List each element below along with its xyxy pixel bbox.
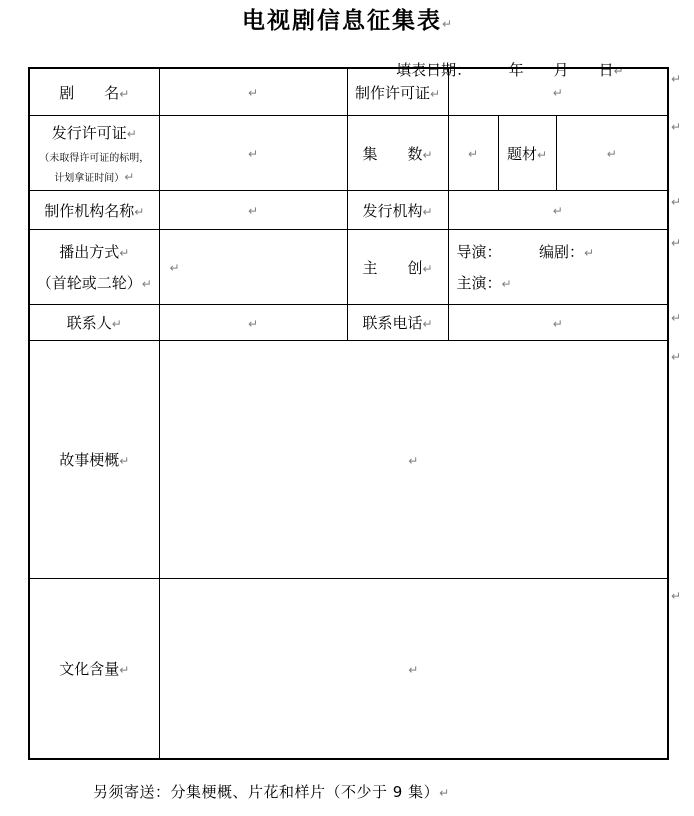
cell-broadcast-mode-label: [29, 230, 159, 305]
paragraph-mark-icon: ↵: [422, 204, 433, 219]
paragraph-mark-icon: ↵: [408, 453, 419, 468]
end-of-row-mark-icon: ↵: [671, 236, 682, 250]
end-of-row-mark-icon: ↵: [671, 311, 682, 325]
cell-label-text: 联系人: [66, 314, 112, 332]
table-row: [29, 341, 668, 579]
cell-contact-phone-value[interactable]: [448, 305, 668, 341]
page-title-text: 电视剧信息征集表: [241, 8, 442, 34]
page-title: [0, 2, 694, 35]
table-row: [29, 230, 668, 305]
paragraph-mark-icon: ↵: [126, 126, 137, 141]
cell-distribution-org-value[interactable]: [448, 191, 668, 230]
paragraph-mark-icon: ↵: [169, 261, 180, 275]
cell-episode-count-value[interactable]: [448, 116, 498, 191]
cell-distribution-org-label: [347, 191, 448, 230]
cell-label-text: 集 数: [362, 144, 423, 163]
table-row: [29, 579, 668, 760]
paragraph-mark-icon: ↵: [124, 170, 135, 185]
cell-contact-person-label: [29, 305, 159, 341]
paragraph-mark-icon: ↵: [119, 86, 130, 101]
end-of-row-mark-icon: ↵: [671, 120, 682, 134]
table-row: [29, 191, 668, 230]
cell-label-text: 播出方式↵: [59, 242, 130, 261]
paragraph-mark-icon: ↵: [247, 204, 259, 218]
cell-genre-label: [498, 116, 556, 191]
cell-label-note-line2: 计划拿证时间）↵: [54, 170, 135, 185]
paragraph-mark-icon: ↵: [408, 662, 419, 677]
paragraph-mark-icon: ↵: [536, 147, 548, 162]
form-date-line-text: 填表日期： 年 月 日: [396, 61, 614, 79]
paragraph-mark-icon: ↵: [606, 147, 617, 161]
table-row: [29, 305, 668, 341]
end-of-row-mark-icon: ↵: [671, 72, 682, 86]
paragraph-mark-icon: ↵: [422, 261, 433, 276]
cell-label-note-line1: （未取得许可证的标明，: [39, 152, 150, 164]
cell-label-text: 文化含量: [59, 660, 120, 678]
cell-episode-count-label: [347, 116, 448, 191]
paragraph-mark-icon: ↵: [247, 86, 259, 100]
cell-contact-person-value[interactable]: [159, 305, 347, 341]
cell-cultural-content-label: [29, 579, 159, 760]
paragraph-mark-icon: ↵: [422, 317, 433, 331]
table-row: [29, 116, 668, 191]
footer-note-text: 另须寄送：分集梗概、片花和样片（不少于 9 集）: [93, 783, 440, 801]
end-of-row-mark-icon: ↵: [671, 589, 682, 603]
cell-label-text: 故事梗概: [59, 451, 120, 469]
paragraph-mark-icon: ↵: [119, 454, 130, 468]
cell-main-creators-value[interactable]: [448, 230, 668, 305]
cell-drama-name-label: [29, 68, 159, 116]
cell-distribution-license-label: [29, 116, 159, 191]
cell-story-synopsis-value[interactable]: [159, 341, 668, 579]
paragraph-mark-icon: ↵: [467, 147, 479, 161]
paragraph-mark-icon: ↵: [111, 317, 122, 331]
paragraph-mark-icon: ↵: [439, 786, 450, 800]
paragraph-mark-icon: ↵: [552, 86, 563, 100]
main-creators-line-starring: 主演：↵: [456, 274, 512, 293]
paragraph-mark-icon: ↵: [552, 316, 563, 331]
cell-main-creators-label: [347, 230, 448, 305]
cell-label-text: 联系电话: [362, 314, 423, 332]
paragraph-mark-icon: ↵: [247, 147, 259, 161]
paragraph-mark-icon: ↵: [441, 17, 453, 31]
main-creators-line-director-writer: 导演： 编剧：↵: [456, 242, 595, 261]
cell-drama-name-value[interactable]: [159, 68, 347, 116]
cell-production-license-value[interactable]: [448, 68, 668, 116]
cell-production-org-value[interactable]: [159, 191, 347, 230]
cell-production-license-label: [347, 68, 448, 116]
paragraph-mark-icon: ↵: [422, 147, 433, 162]
paragraph-mark-icon: ↵: [584, 245, 595, 260]
paragraph-mark-icon: ↵: [134, 204, 145, 219]
cell-production-org-label: [29, 191, 159, 230]
paragraph-mark-icon: ↵: [119, 245, 130, 260]
paragraph-mark-icon: ↵: [429, 86, 441, 101]
cell-label-text: 制作机构名称: [44, 201, 135, 220]
footer-note: [93, 781, 449, 802]
end-of-row-mark-icon: ↵: [671, 350, 682, 364]
cell-label-text: 题材: [506, 144, 537, 163]
cell-broadcast-mode-value[interactable]: [159, 230, 347, 305]
cell-contact-phone-label: [347, 305, 448, 341]
paragraph-mark-icon: ↵: [141, 277, 152, 292]
cell-genre-value[interactable]: [556, 116, 668, 191]
form-table: [28, 67, 669, 760]
paragraph-mark-icon: ↵: [247, 316, 259, 331]
cell-label-text: 制作许可证: [354, 83, 430, 102]
cell-label-text: 发行机构: [362, 201, 423, 220]
table-row: [29, 68, 668, 116]
paragraph-mark-icon: ↵: [119, 663, 130, 677]
cell-label-text: （首轮或二轮）↵: [36, 274, 152, 293]
cell-distribution-license-value[interactable]: [159, 116, 347, 191]
cell-label-text: 主 创: [362, 258, 423, 277]
cell-cultural-content-value[interactable]: [159, 579, 668, 760]
cell-story-synopsis-label: [29, 341, 159, 579]
paragraph-mark-icon: ↵: [552, 204, 563, 218]
paragraph-mark-icon: ↵: [501, 277, 512, 292]
end-of-row-mark-icon: ↵: [671, 195, 682, 209]
cell-label-text: 发行许可证↵: [51, 123, 137, 142]
paragraph-mark-icon: ↵: [613, 64, 624, 78]
cell-label-text: 剧 名: [59, 83, 120, 102]
